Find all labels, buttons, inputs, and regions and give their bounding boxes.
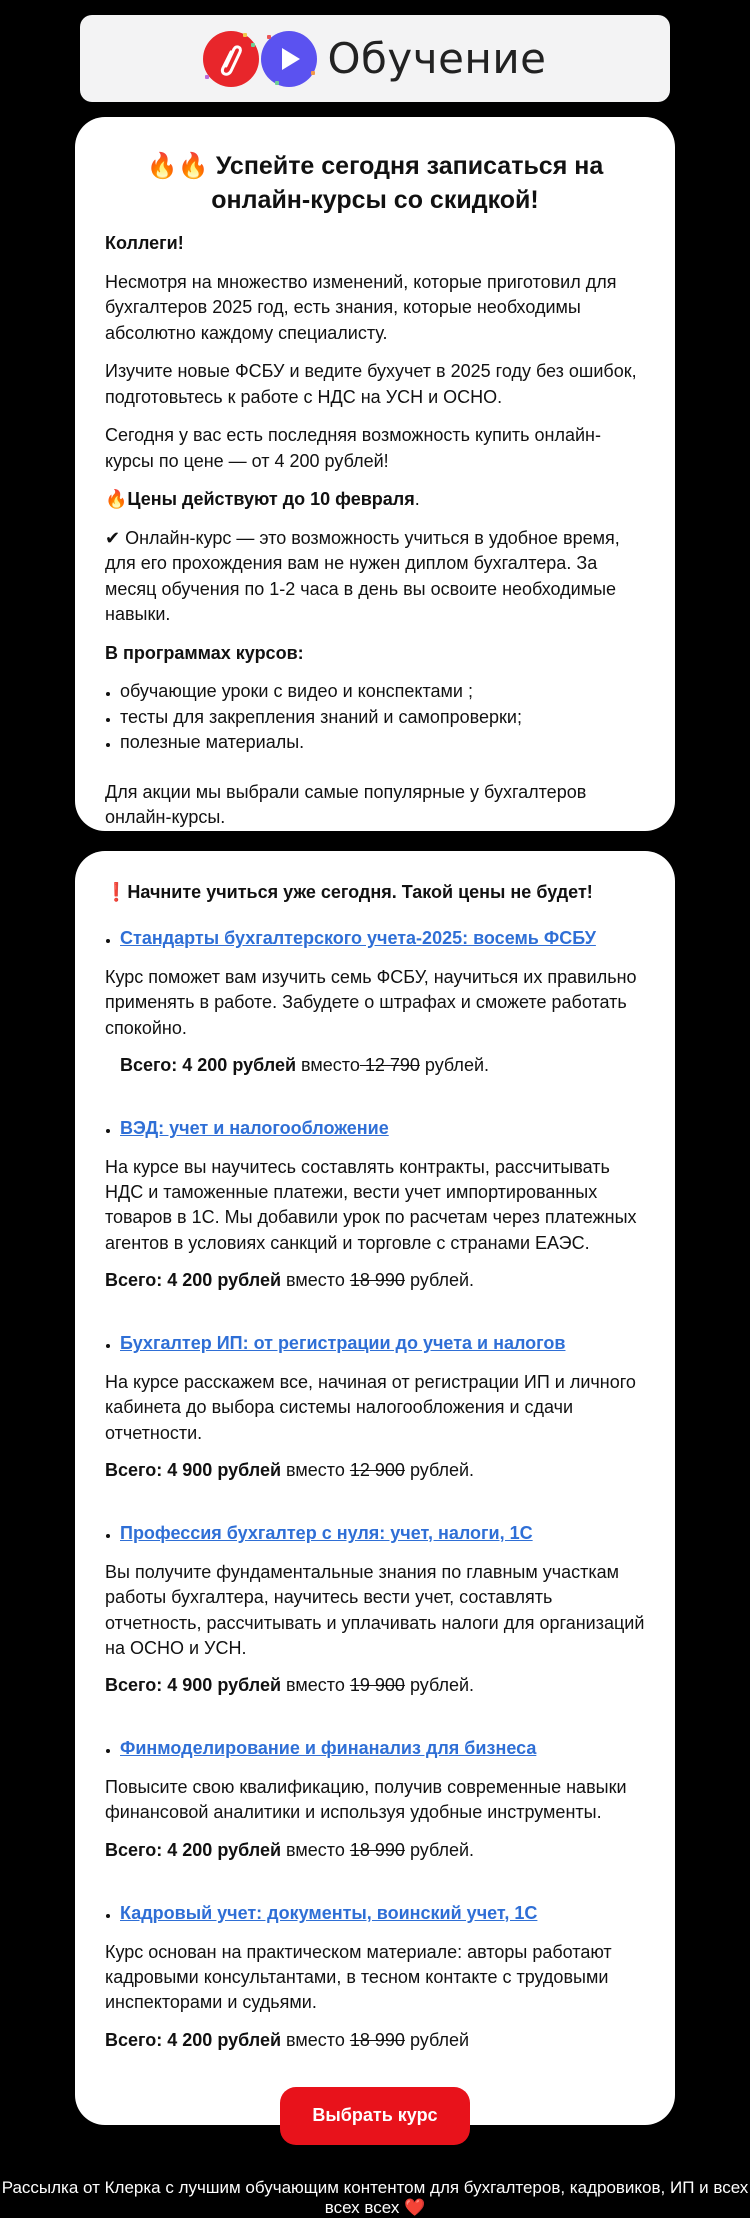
course-price: [105, 1268, 645, 1293]
fsbu-paragraph: Изучите новые ФСБУ и ведите бухучет в 2025 году без ошибок, подготовьтесь к работе с НДС на УСН и ОСНО.: [105, 361, 637, 407]
price-old: 18 990: [349, 1839, 405, 1860]
programs-list: [105, 679, 645, 756]
closing-paragraph: Для акции мы выбрали самые популярные у бухгалтеров онлайн-курсы.: [105, 781, 587, 827]
price-suffix: рублей.: [404, 1675, 475, 1696]
course-description: На курсе вы научитесь составлять контракты, рассчитывать НДС и таможенные платежи, вести учет импортированных товаров в 1С. Мы добавили урок по расчетам через платежных агентов в условиях санкций и торговле с странами ЕАЭС.: [105, 1156, 637, 1253]
course-link[interactable]: Финмоделирование и финанализ для бизнеса: [120, 1738, 537, 1759]
course-price: [105, 1458, 645, 1483]
course-link[interactable]: Профессия бухгалтер с нуля: учет, налоги, 1С: [120, 1522, 533, 1543]
course-item: [105, 1331, 645, 1483]
price-current: Всего: 4 900 рублей: [105, 1459, 282, 1480]
list-item: • тесты для закрепления знаний и самопроверки;: [120, 705, 645, 731]
price-current: Всего: 4 200 рублей: [105, 2029, 282, 2050]
price-old: 12 900: [349, 1459, 405, 1480]
deadline-text: 🔥Цены действуют до 10 февраля: [105, 489, 415, 509]
course-item: [105, 1736, 645, 1863]
price-current: Всего: 4 200 рублей: [120, 1054, 297, 1075]
price-paragraph: Сегодня у вас есть последняя возможность купить онлайн-курсы по цене — от 4 200 рублей!: [105, 425, 601, 471]
price-instead: вместо: [286, 2029, 345, 2050]
programs-title: В программах курсов:: [105, 642, 304, 663]
choose-course-button[interactable]: Выбрать курс: [280, 2087, 470, 2145]
price-old: 12 790: [359, 1054, 420, 1075]
course-price: [105, 1053, 645, 1078]
price-suffix: рублей.: [404, 1839, 475, 1860]
footer-text: Рассылка от Клерка с лучшим обучающим контентом для бухгалтеров, кадровиков, ИП и всех всех всех ❤️: [1, 2178, 749, 2217]
course-item: [105, 926, 645, 1078]
price-current: Всего: 4 200 рублей: [105, 1270, 282, 1291]
brand-header: [80, 15, 670, 102]
course-item: [105, 1116, 645, 1293]
courses-section-title: ❗Начните учиться уже сегодня. Такой цены не будет!: [105, 882, 593, 902]
course-item: [105, 1901, 645, 2053]
course-link[interactable]: ВЭД: учет и налогообложение: [120, 1117, 389, 1138]
price-current: Всего: 4 200 рублей: [105, 1839, 282, 1860]
course-price: [105, 1673, 645, 1698]
price-old: 18 990: [349, 1270, 405, 1291]
course-description: Вы получите фундаментальные знания по главным участкам работы бухгалтера, научитесь вести учет, составлять отчетность, рассчитывать и уплачивать налоги для организаций на ОСНО и УСН.: [105, 1561, 645, 1658]
deadline-period: .: [414, 489, 420, 509]
paperclip-icon: [203, 31, 259, 87]
price-instead: вместо: [286, 1459, 345, 1480]
price-instead: вместо: [286, 1675, 345, 1696]
deadline-line: [105, 487, 645, 513]
intro-paragraph: Несмотря на множество изменений, которые приготовил для бухгалтеров 2025 год, есть знания, которые необходимы абсолютно каждому специалисту.: [105, 271, 617, 343]
price-instead: вместо: [286, 1270, 345, 1291]
play-icon: [261, 31, 317, 87]
course-description: Курс поможет вам изучить семь ФСБУ, научиться их правильно применять в работе. Забудете о штрафах и сможете работать спокойно.: [105, 967, 637, 1038]
courses-card: [75, 851, 675, 2125]
price-instead: вместо: [301, 1054, 360, 1075]
promo-title: 🔥🔥 Успейте сегодня записаться на онлайн-курсы со скидкой!: [146, 152, 604, 214]
course-description: Повысите свою квалификацию, получив современные навыки финансовой аналитики и используя удобные инструменты.: [105, 1777, 627, 1823]
course-price: [105, 1838, 645, 1863]
course-price: [105, 2028, 645, 2053]
header-title: Обучение: [327, 34, 547, 83]
price-suffix: рублей: [404, 2029, 470, 2050]
list-item: • обучающие уроки с видео и конспектами ;: [120, 679, 645, 705]
greeting: Коллеги!: [105, 233, 184, 253]
price-old: 18 990: [349, 2029, 405, 2050]
logo: [203, 31, 317, 87]
price-old: 19 900: [349, 1675, 405, 1696]
online-course-paragraph: ✔ Онлайн-курс — это возможность учиться в удобное время, для его прохождения вам не нужен диплом бухгалтера. За месяц обучения по 1-2 часа в день вы освоите необходимые навыки.: [105, 527, 620, 624]
price-suffix: рублей.: [404, 1459, 475, 1480]
price-current: Всего: 4 900 рублей: [105, 1675, 282, 1696]
course-item: [105, 1521, 645, 1698]
course-link[interactable]: Стандарты бухгалтерского учета-2025: восемь ФСБУ: [120, 928, 596, 948]
price-suffix: рублей.: [419, 1054, 490, 1075]
course-link[interactable]: Бухгалтер ИП: от регистрации до учета и налогов: [120, 1333, 566, 1354]
list-item: • полезные материалы.: [120, 730, 645, 756]
course-description: На курсе расскажем все, начиная от регистрации ИП и личного кабинета до выбора системы налогообложения и сдачи отчетности.: [105, 1372, 636, 1443]
course-link[interactable]: Кадровый учет: документы, воинский учет, 1С: [120, 1902, 538, 1923]
course-description: Курс основан на практическом материале: авторы работают кадровыми консультантами, в тесном контакте с трудовыми инспекторами и судьями.: [105, 1941, 612, 2013]
price-suffix: рублей.: [404, 1270, 475, 1291]
price-instead: вместо: [286, 1839, 345, 1860]
promo-card: [75, 117, 675, 831]
